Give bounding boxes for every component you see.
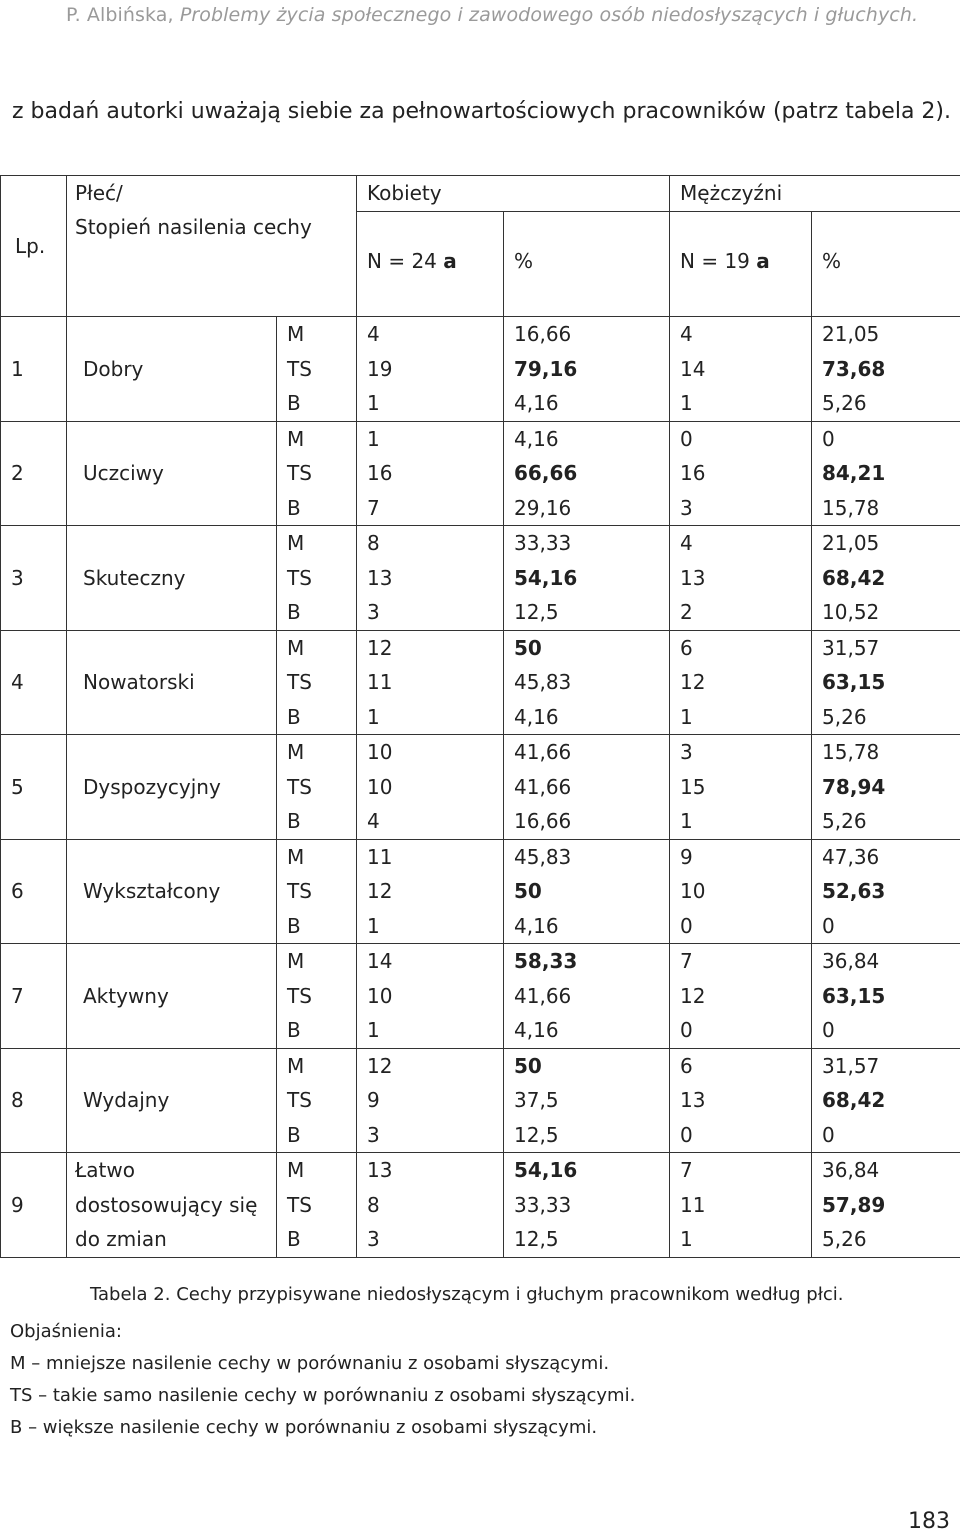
table-header-row-1 — [1, 176, 960, 212]
table-caption: Tabela 2. Cechy przypisywane niedosłyszącym i głuchym pracownikom według płci. — [90, 1284, 844, 1305]
row-women-count-value: 3 — [367, 600, 380, 624]
table-row — [1, 317, 960, 422]
header-author: P. Albińska, — [66, 4, 174, 26]
row-women-pct-value: 33,33 — [514, 1192, 572, 1217]
row-men-pct — [812, 839, 960, 944]
row-trait — [67, 421, 277, 526]
row-men-count — [670, 735, 812, 840]
row-women-pct-value: 41,66 — [514, 774, 572, 799]
header-women-n: N = 24 a — [357, 211, 504, 316]
notes-title: Objaśnienia: — [10, 1321, 122, 1342]
row-lp — [1, 1048, 67, 1153]
row-men-pct-value: 36,84 — [822, 1158, 880, 1182]
row-levels-value: TS — [287, 1088, 312, 1112]
row-lp-value: 3 — [11, 565, 24, 590]
row-women-count-value: 16 — [367, 461, 393, 485]
row-women-count-value: 12 — [367, 879, 393, 903]
row-men-pct — [812, 630, 960, 735]
row-men-pct-value: 84,21 — [822, 461, 886, 485]
row-levels-value: TS — [287, 565, 312, 590]
row-women-count-value: 8 — [367, 1192, 380, 1217]
row-levels-value: TS — [287, 670, 312, 694]
row-men-count-value: 6 — [680, 1053, 693, 1078]
row-women-pct-value: 66,66 — [514, 461, 578, 485]
table-row — [1, 1048, 960, 1153]
table-row — [1, 1153, 960, 1258]
row-women-pct — [504, 1153, 670, 1258]
row-men-count-value: 0 — [680, 913, 693, 938]
row-women-pct-value: 16,66 — [514, 322, 572, 346]
row-lp-value: 5 — [11, 774, 24, 799]
row-men-count-value: 14 — [680, 356, 706, 381]
row-women-pct-value: 50 — [514, 879, 542, 903]
row-lp — [1, 421, 67, 526]
row-men-count-value: 1 — [680, 1227, 693, 1251]
row-women-pct-value: 58,33 — [514, 949, 578, 973]
row-men-count-value: 7 — [680, 949, 693, 973]
row-lp-value: 4 — [11, 670, 24, 695]
row-trait — [67, 630, 277, 735]
running-header — [66, 4, 918, 26]
row-lp-value: 2 — [11, 461, 24, 486]
row-levels-value: M — [287, 1053, 305, 1078]
header-men: Mężczyźni — [670, 176, 960, 212]
row-trait — [67, 944, 277, 1049]
row-trait-label: Skuteczny — [83, 565, 186, 590]
row-women-pct — [504, 839, 670, 944]
row-levels-value: M — [287, 1158, 305, 1182]
row-levels-value: M — [287, 426, 305, 451]
row-levels-value: B — [287, 391, 301, 415]
row-women-pct-value: 54,16 — [514, 565, 578, 590]
row-women-pct-value: 45,83 — [514, 844, 572, 869]
row-men-count — [670, 839, 812, 944]
row-women-pct-value: 12,5 — [514, 600, 559, 624]
row-trait-label: Wydajny — [83, 1088, 170, 1112]
row-men-count-value: 2 — [680, 600, 693, 624]
row-trait-label: Łatwo — [75, 1158, 135, 1182]
row-men-count-value: 0 — [680, 426, 693, 451]
row-levels — [277, 839, 357, 944]
header-lp: Lp. — [1, 176, 67, 317]
row-men-count — [670, 630, 812, 735]
row-levels-value: M — [287, 949, 305, 973]
header-title: Problemy życia społecznego i zawodowego osób niedosłyszących i głuchych. — [179, 4, 919, 26]
table-row — [1, 421, 960, 526]
row-women-count-value: 1 — [367, 426, 380, 451]
row-trait-label: Aktywny — [83, 983, 169, 1008]
row-women-count-value: 7 — [367, 495, 380, 520]
row-women-pct-value: 4,16 — [514, 391, 559, 415]
row-levels — [277, 1048, 357, 1153]
row-women-count-value: 10 — [367, 774, 393, 799]
row-men-pct-value: 47,36 — [822, 844, 880, 869]
row-men-pct-value: 68,42 — [822, 1088, 886, 1112]
row-levels-value: B — [287, 1122, 301, 1147]
row-women-count — [357, 1048, 504, 1153]
header-women-pct: % — [504, 211, 670, 316]
row-levels-value: M — [287, 635, 305, 660]
intro-paragraph: z badań autorki uważają siebie za pełnowartościowych pracowników (patrz tabela 2). — [12, 99, 951, 124]
row-men-count-value: 11 — [680, 1192, 706, 1217]
row-levels-value: B — [287, 495, 301, 520]
row-women-count-value: 19 — [367, 356, 393, 381]
row-women-pct-value: 12,5 — [514, 1122, 559, 1147]
row-women-pct — [504, 421, 670, 526]
row-women-pct-value: 45,83 — [514, 670, 572, 694]
row-women-pct-value: 54,16 — [514, 1158, 578, 1182]
row-men-pct-value: 0 — [822, 1018, 835, 1042]
row-men-pct-value: 73,68 — [822, 356, 886, 381]
row-men-count — [670, 1153, 812, 1258]
row-women-pct-value: 41,66 — [514, 740, 572, 764]
table-row — [1, 735, 960, 840]
row-men-count-value: 9 — [680, 844, 693, 869]
row-women-pct-value: 37,5 — [514, 1088, 559, 1112]
row-levels-value: B — [287, 913, 301, 938]
row-levels-value: B — [287, 809, 301, 833]
row-trait-label: Wykształcony — [83, 879, 221, 903]
row-men-count — [670, 1048, 812, 1153]
row-women-pct — [504, 735, 670, 840]
row-levels-value: B — [287, 600, 301, 624]
row-lp-value: 1 — [11, 356, 24, 381]
row-men-count-value: 0 — [680, 1018, 693, 1042]
row-men-count-value: 7 — [680, 1158, 693, 1182]
row-men-pct-value: 0 — [822, 1122, 835, 1147]
row-levels-value: M — [287, 322, 305, 346]
row-men-count-value: 12 — [680, 983, 706, 1008]
page-number: 183 — [908, 1509, 950, 1534]
row-levels — [277, 526, 357, 631]
row-men-count — [670, 526, 812, 631]
table-body — [1, 317, 960, 1258]
table-row — [1, 526, 960, 631]
row-women-count — [357, 1153, 504, 1258]
row-levels — [277, 421, 357, 526]
row-men-pct-value: 0 — [822, 913, 835, 938]
notes — [10, 1316, 635, 1444]
row-lp-value: 7 — [11, 983, 24, 1008]
row-women-count-value: 14 — [367, 949, 393, 973]
row-men-pct-value: 78,94 — [822, 774, 886, 799]
row-women-pct — [504, 317, 670, 422]
row-men-count-value: 15 — [680, 774, 706, 799]
row-women-count — [357, 317, 504, 422]
row-women-count-value: 1 — [367, 913, 380, 938]
row-men-pct-value: 63,15 — [822, 670, 886, 694]
note-ts: TS – takie samo nasilenie cechy w porównaniu z osobami słyszącymi. — [10, 1385, 636, 1406]
row-women-pct — [504, 944, 670, 1049]
row-levels — [277, 944, 357, 1049]
row-men-pct — [812, 421, 960, 526]
row-women-count-value: 3 — [367, 1227, 380, 1251]
row-lp — [1, 526, 67, 631]
row-women-count-value: 8 — [367, 531, 380, 555]
row-women-count — [357, 630, 504, 735]
row-lp — [1, 735, 67, 840]
row-men-pct-value: 36,84 — [822, 949, 880, 973]
row-men-count-value: 12 — [680, 670, 706, 694]
row-levels-value: B — [287, 704, 301, 729]
row-trait — [67, 839, 277, 944]
row-men-pct-value: 5,26 — [822, 391, 867, 415]
row-lp — [1, 1153, 67, 1258]
row-men-pct-value: 21,05 — [822, 322, 880, 346]
row-women-count-value: 3 — [367, 1122, 380, 1147]
row-trait-label: Uczciwy — [83, 461, 164, 485]
header-trait — [67, 176, 357, 317]
row-women-count-value: 13 — [367, 565, 393, 590]
table-row — [1, 944, 960, 1049]
row-lp-value: 8 — [11, 1088, 24, 1113]
row-lp — [1, 839, 67, 944]
row-levels-value: B — [287, 1018, 301, 1042]
row-men-pct-value: 31,57 — [822, 635, 880, 660]
row-women-count — [357, 421, 504, 526]
row-men-count-value: 0 — [680, 1122, 693, 1147]
row-men-count-value: 1 — [680, 704, 693, 729]
row-women-count — [357, 839, 504, 944]
row-levels-value: TS — [287, 879, 312, 903]
row-men-count-value: 13 — [680, 1088, 706, 1112]
row-men-pct-value: 15,78 — [822, 495, 880, 520]
table-row — [1, 630, 960, 735]
row-men-pct — [812, 1153, 960, 1258]
row-women-count-value: 10 — [367, 740, 393, 764]
row-levels-value: M — [287, 740, 305, 764]
row-trait — [67, 735, 277, 840]
row-women-pct-value: 12,5 — [514, 1227, 559, 1251]
row-levels — [277, 630, 357, 735]
row-men-count-value: 10 — [680, 879, 706, 903]
row-levels — [277, 735, 357, 840]
row-women-pct-value: 4,16 — [514, 913, 559, 938]
row-trait — [67, 1048, 277, 1153]
row-men-count — [670, 944, 812, 1049]
row-trait-label: dostosowujący się — [75, 1192, 258, 1217]
row-women-pct-value: 79,16 — [514, 356, 578, 381]
row-trait-label: Nowatorski — [83, 670, 195, 694]
header-men-n: N = 19 a — [670, 211, 812, 316]
row-women-count-value: 11 — [367, 844, 393, 869]
row-levels-value: B — [287, 1227, 301, 1251]
row-men-pct-value: 10,52 — [822, 600, 880, 624]
header-women: Kobiety — [357, 176, 670, 212]
row-women-pct-value: 16,66 — [514, 809, 572, 833]
row-trait — [67, 1153, 277, 1258]
row-women-count-value: 10 — [367, 983, 393, 1008]
row-levels-value: TS — [287, 983, 312, 1008]
row-lp — [1, 630, 67, 735]
row-men-count-value: 16 — [680, 461, 706, 485]
row-men-pct-value: 0 — [822, 426, 835, 451]
row-men-pct-value: 15,78 — [822, 740, 880, 764]
header-trait-line2: Stopień nasilenia cechy — [75, 215, 312, 239]
row-men-pct-value: 5,26 — [822, 704, 867, 729]
row-levels-value: M — [287, 844, 305, 869]
row-men-pct-value: 21,05 — [822, 531, 880, 555]
row-trait-label: Dyspozycyjny — [83, 774, 221, 799]
row-women-count-value: 12 — [367, 1053, 393, 1078]
row-women-count-value: 9 — [367, 1088, 380, 1112]
row-women-count — [357, 526, 504, 631]
row-women-pct-value: 50 — [514, 635, 542, 660]
row-men-pct-value: 68,42 — [822, 565, 886, 590]
row-men-pct — [812, 944, 960, 1049]
row-men-count-value: 6 — [680, 635, 693, 660]
row-women-pct-value: 29,16 — [514, 495, 572, 520]
row-levels-value: TS — [287, 461, 312, 485]
row-lp-value: 6 — [11, 879, 24, 904]
row-women-count — [357, 735, 504, 840]
row-women-count-value: 11 — [367, 670, 393, 694]
row-women-pct-value: 4,16 — [514, 1018, 559, 1042]
row-women-pct — [504, 526, 670, 631]
row-men-count — [670, 421, 812, 526]
row-men-count-value: 1 — [680, 809, 693, 833]
row-men-pct — [812, 1048, 960, 1153]
row-women-count-value: 1 — [367, 1018, 380, 1042]
row-men-count-value: 4 — [680, 531, 693, 555]
row-men-count-value: 3 — [680, 740, 693, 764]
note-m: M – mniejsze nasilenie cechy w porównaniu z osobami słyszącymi. — [10, 1353, 610, 1374]
row-trait-label: Dobry — [83, 356, 144, 381]
row-women-count-value: 4 — [367, 809, 380, 833]
row-women-pct-value: 33,33 — [514, 531, 572, 555]
header-men-pct: % — [812, 211, 960, 316]
row-trait-label: do zmian — [75, 1227, 167, 1251]
row-men-pct-value: 63,15 — [822, 983, 886, 1008]
row-women-count-value: 4 — [367, 322, 380, 346]
note-b: B – większe nasilenie cechy w porównaniu z osobami słyszącymi. — [10, 1417, 598, 1438]
row-levels — [277, 317, 357, 422]
row-men-count-value: 1 — [680, 391, 693, 415]
row-men-pct — [812, 735, 960, 840]
row-women-pct-value: 4,16 — [514, 426, 559, 451]
row-lp — [1, 317, 67, 422]
row-women-count-value: 1 — [367, 391, 380, 415]
row-women-pct — [504, 630, 670, 735]
row-levels — [277, 1153, 357, 1258]
row-women-pct-value: 4,16 — [514, 704, 559, 729]
header-trait-line1: Płeć/ — [75, 181, 123, 205]
row-men-pct — [812, 526, 960, 631]
row-trait — [67, 317, 277, 422]
row-men-pct-value: 52,63 — [822, 879, 886, 903]
row-levels-value: M — [287, 531, 305, 555]
row-women-count-value: 1 — [367, 704, 380, 729]
row-women-pct — [504, 1048, 670, 1153]
row-lp-value: 9 — [11, 1192, 24, 1217]
row-levels-value: TS — [287, 774, 312, 799]
row-men-pct-value: 5,26 — [822, 809, 867, 833]
row-levels-value: TS — [287, 356, 312, 381]
row-men-pct — [812, 317, 960, 422]
row-men-count-value: 3 — [680, 495, 693, 520]
traits-table — [0, 175, 960, 1258]
row-men-count-value: 13 — [680, 565, 706, 590]
row-men-pct-value: 5,26 — [822, 1227, 867, 1251]
row-women-count — [357, 944, 504, 1049]
row-men-pct-value: 31,57 — [822, 1053, 880, 1078]
row-levels-value: TS — [287, 1192, 312, 1217]
row-women-pct-value: 41,66 — [514, 983, 572, 1008]
row-trait — [67, 526, 277, 631]
row-women-count-value: 13 — [367, 1158, 393, 1182]
row-women-pct-value: 50 — [514, 1053, 542, 1078]
row-men-count-value: 4 — [680, 322, 693, 346]
row-men-pct-value: 57,89 — [822, 1192, 886, 1217]
row-lp — [1, 944, 67, 1049]
table-row — [1, 839, 960, 944]
row-men-count — [670, 317, 812, 422]
row-women-count-value: 12 — [367, 635, 393, 660]
